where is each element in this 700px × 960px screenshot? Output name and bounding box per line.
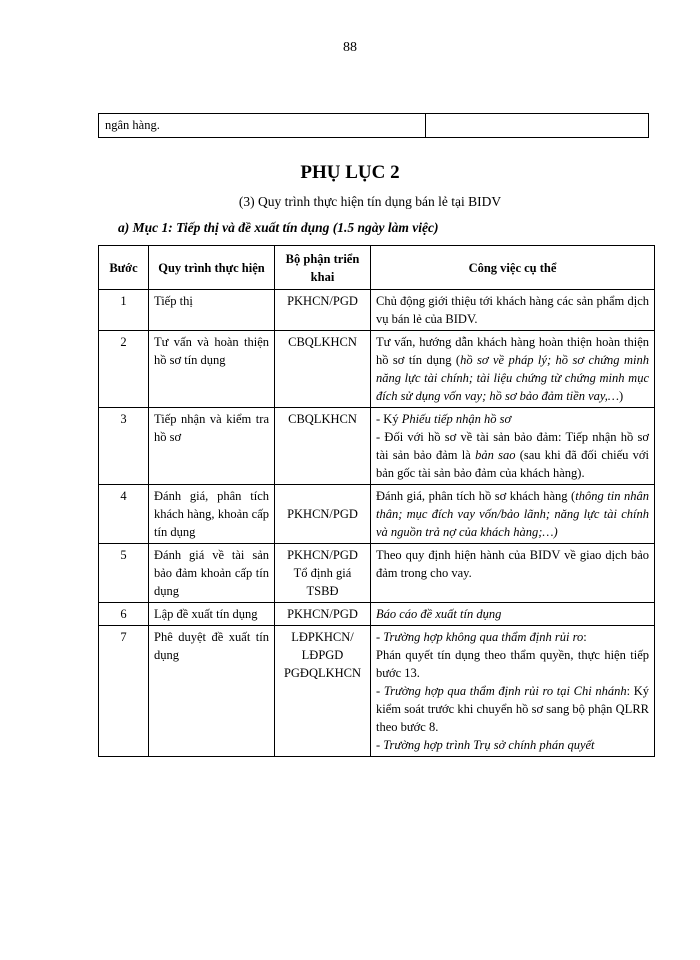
text: Phán quyết tín dụng theo thẩm quyền, thực hiện tiếp bước 13.: [376, 648, 649, 680]
process-name: Tiếp thị: [149, 290, 275, 331]
work-description: [371, 408, 655, 485]
table-header-row: [99, 246, 655, 290]
department: CBQLKHCN: [275, 331, 371, 408]
work-description: [371, 331, 655, 408]
italic-text: thông tin nhân thân; mục đích vay vốn/bảo lãnh; năng lực tài chính và nguồn trả nợ của khách hàng;…): [376, 489, 650, 539]
text: Tư vấn, hướng dẫn khách hàng hoàn thiện hoàn thiện hồ sơ tín dụng (: [376, 335, 649, 367]
page-number: 88: [343, 40, 357, 55]
header-step: Bước: [99, 246, 149, 290]
table-row: [99, 408, 655, 485]
department: PKHCN/PGD: [275, 290, 371, 331]
process-name: Phê duyệt đề xuất tín dụng: [149, 626, 275, 757]
table-cell: [426, 114, 649, 138]
italic-text: Phiếu tiếp nhận hồ sơ: [401, 412, 512, 426]
work-description: [371, 544, 655, 603]
work-description: [371, 626, 655, 757]
text: (sau khi đã đối chiếu với bản gốc tài sản bảo đảm của khách hàng).: [376, 448, 649, 480]
work-description: [371, 485, 655, 544]
work-paragraph: [376, 410, 649, 428]
table-row: [99, 485, 655, 544]
italic-text: hồ sơ về pháp lý; hồ sơ chứng minh năng lực tài chính; tài liệu chứng từ chứng minh mục đích sử dụng vốn vay; hồ sơ bảo đảm tiền vay,…: [376, 353, 649, 403]
text: -: [376, 738, 384, 752]
work-description: [371, 290, 655, 331]
work-paragraph: [376, 292, 649, 328]
text: : Ký kiểm soát trước khi chuyển hồ sơ sang bộ phận QLRR theo bước 8.: [376, 684, 650, 734]
step-number: 1: [99, 290, 149, 331]
section-heading: a) Mục 1: Tiếp thị và đề xuất tín dụng (1.5 ngày làm việc): [118, 220, 439, 235]
process-name: Tư vấn và hoàn thiện hồ sơ tín dụng: [149, 331, 275, 408]
step-number: 4: [99, 485, 149, 544]
text: -: [376, 630, 384, 644]
work-paragraph: [376, 546, 649, 582]
step-number: 2: [99, 331, 149, 408]
header-process: Quy trình thực hiện: [149, 246, 275, 290]
work-paragraph: [376, 646, 649, 682]
work-paragraph: [376, 628, 649, 646]
table-row: [99, 544, 655, 603]
italic-text: Trường hợp trình Trụ sở chính phán quyết: [383, 738, 595, 752]
department: LĐPKHCN/ LĐPGD PGĐQLKHCN: [275, 626, 371, 757]
text: - Ký: [376, 412, 402, 426]
process-table: [98, 245, 655, 757]
table-row: [99, 626, 655, 757]
text: :: [583, 630, 587, 644]
text: Theo quy định hiện hành của BIDV về giao dịch bảo đảm trong cho vay.: [376, 548, 649, 580]
table-row: [99, 331, 655, 408]
process-name: Đánh giá, phân tích khách hàng, khoản cấp tín dụng: [149, 485, 275, 544]
table-row: [99, 114, 649, 138]
text: -: [376, 684, 384, 698]
work-paragraph: [376, 605, 649, 623]
table-cell: ngân hàng.: [99, 114, 426, 138]
step-number: 5: [99, 544, 149, 603]
text: - Đối với hồ sơ về tài sản bảo đảm: Tiếp nhận hồ sơ tài sản bảo đảm là: [376, 430, 649, 462]
work-description: [371, 603, 655, 626]
table-row: [99, 603, 655, 626]
department: PKHCN/PGD Tổ định giá TSBĐ: [275, 544, 371, 603]
work-paragraph: [376, 736, 649, 754]
work-paragraph: [376, 487, 649, 541]
appendix-title: PHỤ LỤC 2: [300, 162, 400, 183]
subtitle: (3) Quy trình thực hiện tín dụng bán lẻ tại BIDV: [238, 194, 502, 209]
text: Đánh giá, phân tích hồ sơ khách hàng (: [376, 489, 576, 503]
step-number: 7: [99, 626, 149, 757]
text: ): [618, 389, 624, 403]
continued-table: [98, 113, 649, 138]
italic-text: Trường hợp qua thẩm định rủi ro tại Chi nhánh: [383, 684, 627, 698]
department: PKHCN/PGD: [275, 485, 371, 544]
work-paragraph: [376, 682, 649, 736]
process-name: Lập đề xuất tín dụng: [149, 603, 275, 626]
italic-text: Báo cáo đề xuất tín dụng: [376, 607, 502, 621]
step-number: 6: [99, 603, 149, 626]
department: PKHCN/PGD: [275, 603, 371, 626]
italic-text: bản sao: [475, 448, 516, 462]
department: CBQLKHCN: [275, 408, 371, 485]
process-name: Tiếp nhận và kiểm tra hồ sơ: [149, 408, 275, 485]
table-row: [99, 290, 655, 331]
header-dept: Bộ phận triển khai: [275, 246, 371, 290]
text: Chủ động giới thiệu tới khách hàng các sản phẩm dịch vụ bán lẻ của BIDV.: [376, 294, 649, 326]
header-work: Công việc cụ thể: [371, 246, 655, 290]
italic-text: Trường hợp không qua thẩm định rủi ro: [383, 630, 584, 644]
step-number: 3: [99, 408, 149, 485]
work-paragraph: [376, 333, 649, 405]
work-paragraph: [376, 428, 649, 482]
process-name: Đánh giá về tài sản bảo đảm khoản cấp tín dụng: [149, 544, 275, 603]
